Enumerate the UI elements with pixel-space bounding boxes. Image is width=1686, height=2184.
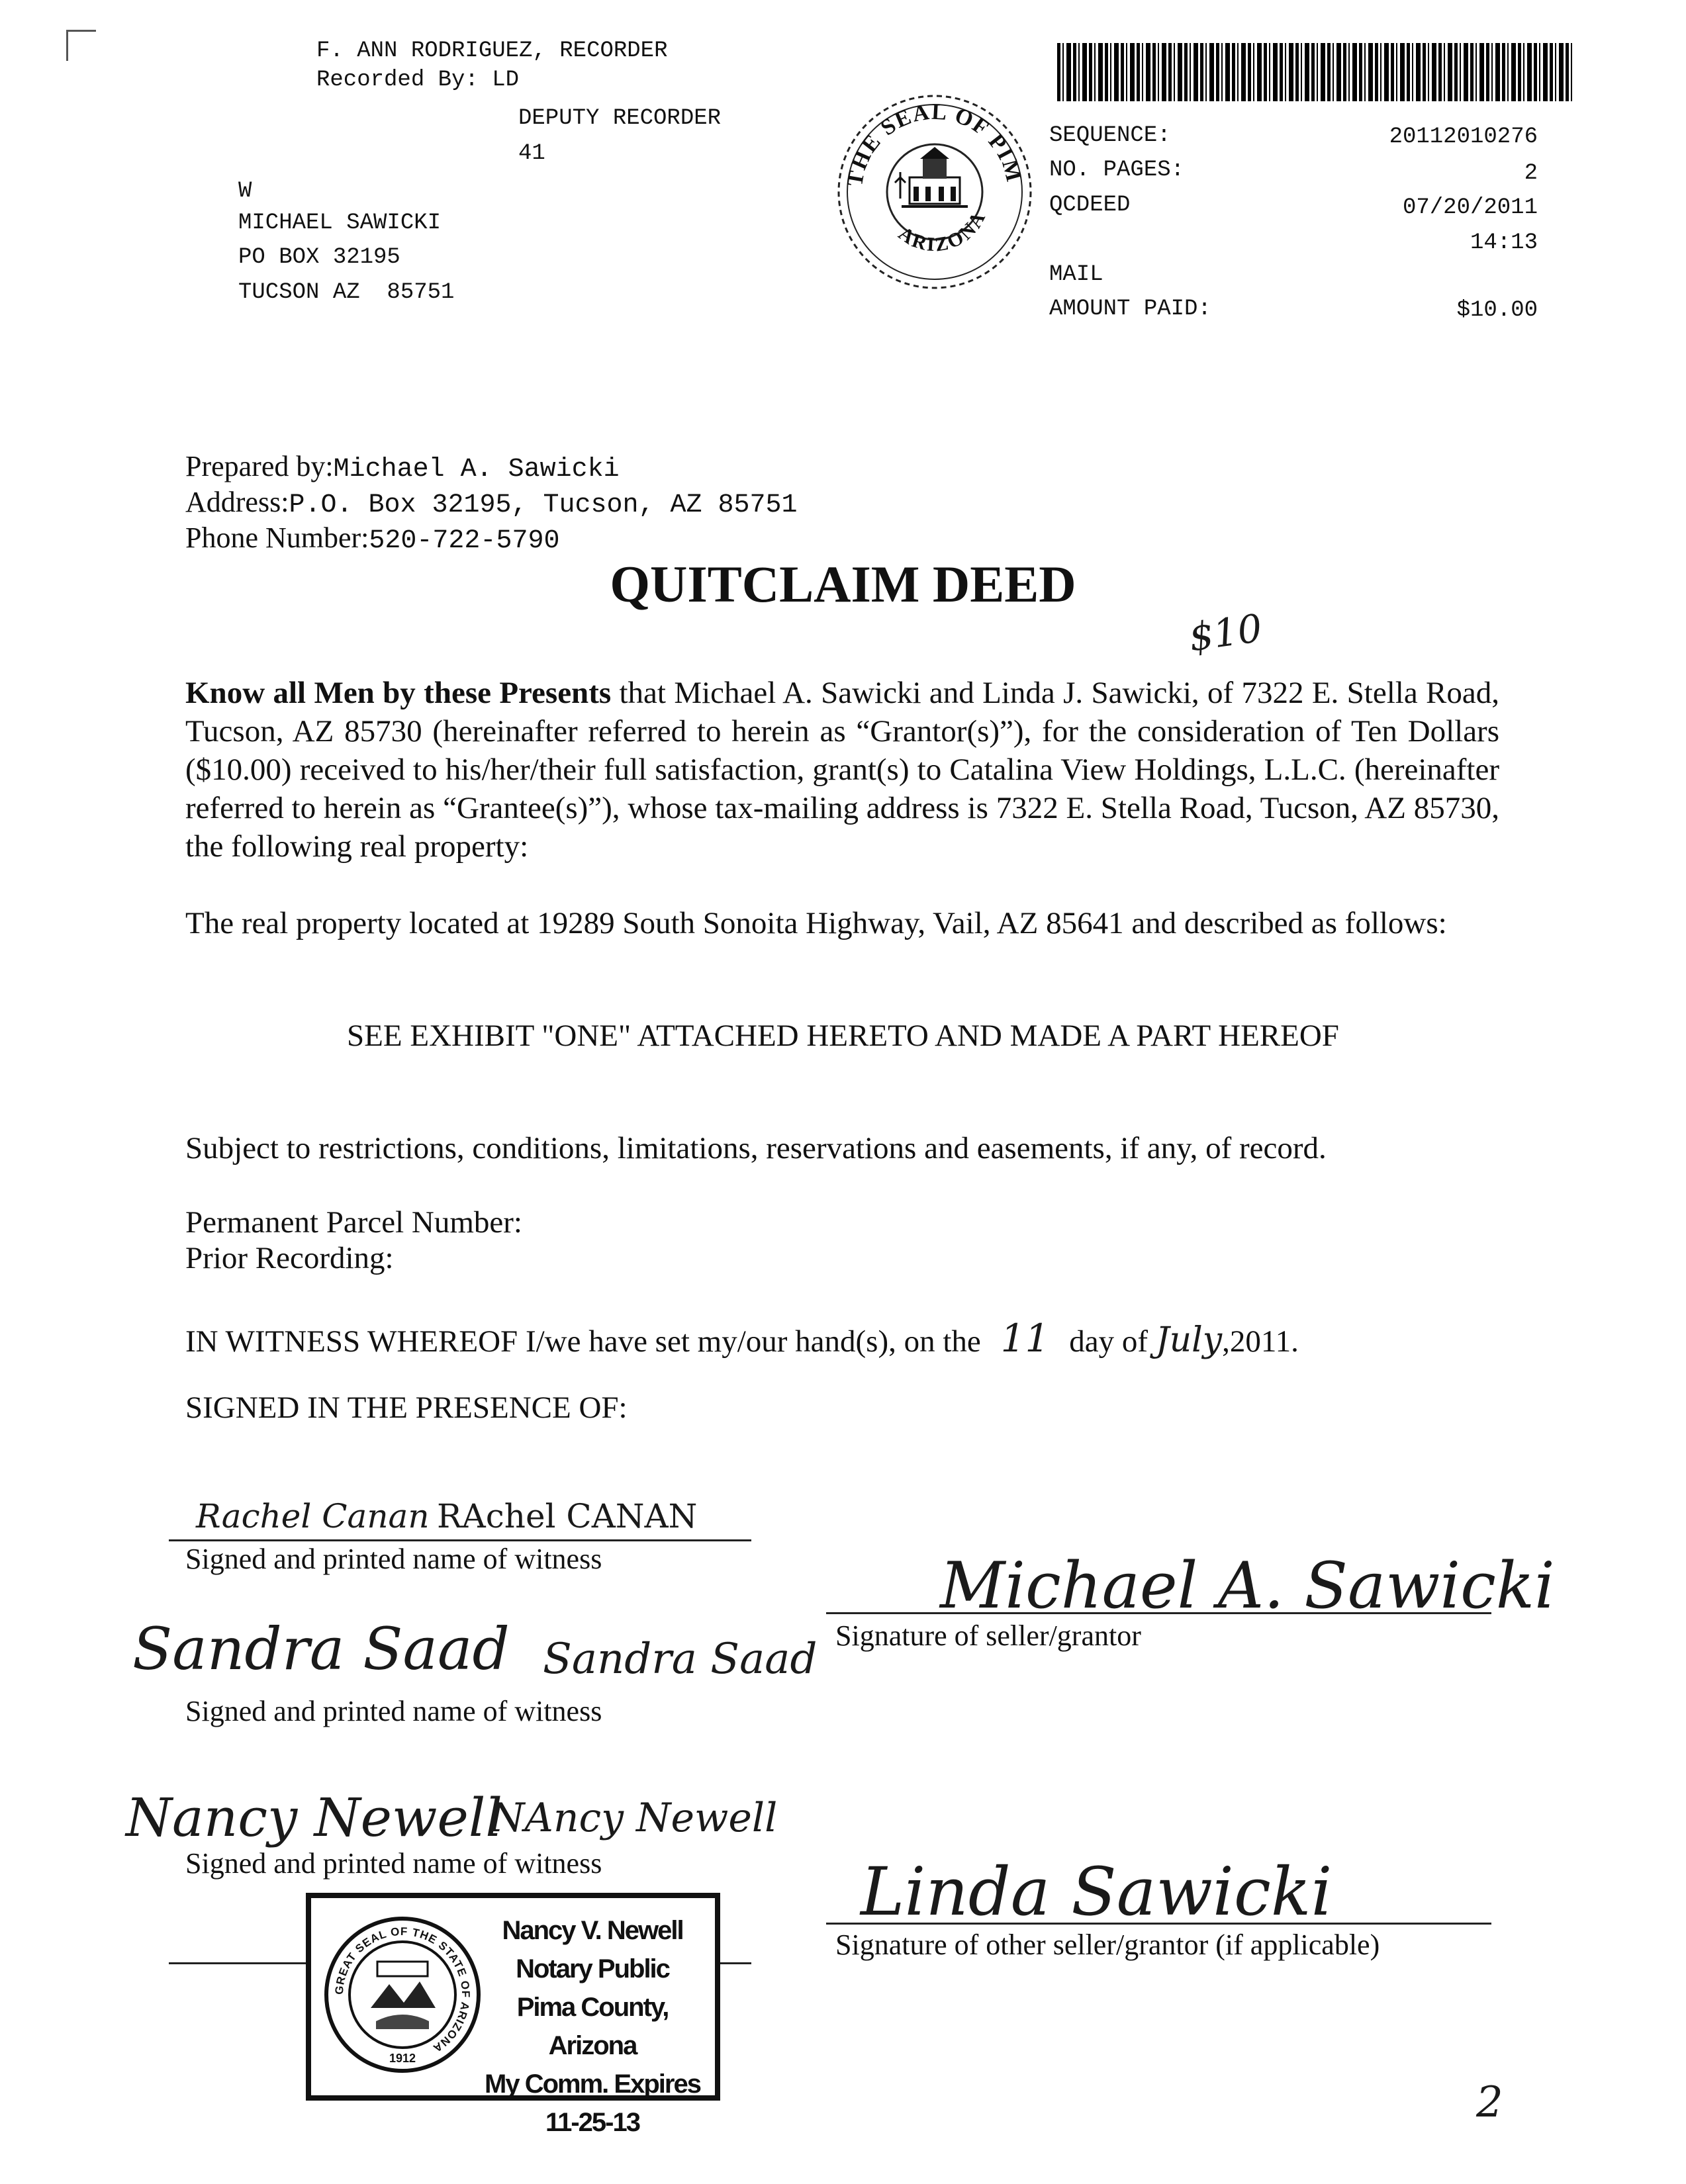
other-seller-line [826, 1923, 1491, 1925]
county-seal-graphic [835, 93, 1034, 291]
seller-line [826, 1612, 1491, 1614]
state-seal-text: GREAT SEAL OF THE STATE OF ARIZONA [332, 1925, 473, 2055]
notary-text [477, 1911, 708, 2142]
witness2-printed: Sandra Saad [543, 1635, 818, 1684]
intro-bold: Know all Men by these Presents [185, 676, 612, 710]
return-w: W [238, 179, 252, 204]
phone-label: Phone Number: [185, 522, 369, 554]
witness-year: ,2011. [1222, 1324, 1299, 1359]
signed-presence: SIGNED IN THE PRESENCE OF: [185, 1390, 628, 1425]
witness3-printed: NAncy Newell [490, 1795, 778, 1841]
intro-paragraph [185, 674, 1499, 866]
return-city: TUCSON AZ 85751 [238, 280, 455, 305]
witness1-printed: RAchel CANAN [437, 1497, 698, 1535]
parcel-number: Permanent Parcel Number: [185, 1205, 522, 1240]
intro-text: that Michael A. Sawicki and Linda J. Sawicki, of 7322 E. Stella Road, Tucson, AZ 85730 (hereinafter referred to herein as “Grantor(s)”), for the consideration of Ten Dollars ($10.00) received to his/her/their full satisfaction, grant(s) to Catalina View Holdings, L.L.C. (hereinafter referred to herein as “Grantee(s)”), whose tax-mailing address is 7322 E. Stella Road, Tucson, AZ 85730, the following real property: [185, 676, 1499, 864]
notary-county: Pima County, Arizona [516, 1993, 669, 2060]
seller-signature: Michael A. Sawicki [940, 1549, 1555, 1623]
witness-month: July [1155, 1320, 1223, 1360]
seller-caption: Signature of seller/grantor [835, 1619, 1141, 1652]
prepared-by [185, 449, 620, 488]
witness3-signature: Nancy Newell [126, 1787, 502, 1848]
witness1-line [169, 1539, 751, 1541]
corner-mark [66, 30, 96, 61]
notary-expires: My Comm. Expires 11-25-13 [485, 2070, 700, 2137]
prepared-by-label: Prepared by: [185, 450, 334, 482]
pages-value: 2 [1524, 161, 1538, 186]
address-value: P.O. Box 32195, Tucson, AZ 85751 [289, 490, 798, 520]
other-seller-signature: Linda Sawicki [861, 1853, 1333, 1931]
deputy-recorder: DEPUTY RECORDER [518, 106, 722, 131]
witness1-caption: Signed and printed name of witness [185, 1543, 602, 1575]
recorder-code: 41 [518, 141, 545, 166]
pages-label: NO. PAGES: [1049, 158, 1185, 183]
notary-name: Nancy V. Newell [502, 1916, 683, 1945]
witness2-caption: Signed and printed name of witness [185, 1695, 602, 1727]
svg-text:ARIZONA [894, 206, 990, 255]
other-seller-caption: Signature of other seller/grantor (if applicable) [835, 1929, 1380, 1961]
handwritten-fee: $10 [1186, 605, 1265, 660]
record-time: 14:13 [1470, 230, 1538, 255]
notary-stamp [306, 1893, 720, 2137]
prepared-address [185, 484, 798, 523]
prepared-by-value: Michael A. Sawicki [333, 455, 620, 484]
barcode [1057, 43, 1573, 101]
county-seal [835, 93, 1034, 291]
return-box: PO BOX 32195 [238, 245, 400, 270]
address-label: Address: [185, 486, 289, 518]
page-number-mark: 2 [1476, 2078, 1503, 2127]
state-seal-year: 1912 [389, 2052, 416, 2065]
mail-label: MAIL [1049, 262, 1103, 287]
phone-value: 520-722-5790 [369, 526, 560, 556]
record-date: 07/20/2011 [1402, 195, 1538, 220]
exhibit-line: SEE EXHIBIT "ONE" ATTACHED HERETO AND MADE A PART HEREOF [347, 1019, 1339, 1053]
witness-text-b: day of [1069, 1324, 1148, 1359]
witness1-signature: Rachel Canan [196, 1497, 430, 1535]
property-paragraph: The real property located at 19289 South Sonoita Highway, Vail, AZ 85641 and described as follows: [185, 906, 1447, 940]
amount-value: $10.00 [1456, 298, 1538, 323]
doc-type: QCDEED [1049, 193, 1131, 218]
page-title: QUITCLAIM DEED [610, 555, 1076, 613]
subject-line: Subject to restrictions, conditions, limitations, reservations and easements, if any, of record. [185, 1131, 1327, 1165]
amount-label: AMOUNT PAID: [1049, 296, 1211, 322]
arizona-state-seal [323, 1915, 482, 2074]
witness-whereof [185, 1316, 1299, 1361]
sequence-label: SEQUENCE: [1049, 123, 1171, 148]
sequence-value: 20112010276 [1389, 124, 1538, 150]
seal-bottom-text: ARIZONA [894, 206, 991, 256]
prior-recording: Prior Recording: [185, 1241, 394, 1275]
witness-text-a: IN WITNESS WHEREOF I/we have set my/our hand(s), on the [185, 1324, 981, 1359]
recorded-by: Recorded By: LD [316, 68, 520, 93]
witness-day: 11 [1000, 1316, 1050, 1361]
return-name: MICHAEL SAWICKI [238, 210, 442, 236]
seal-top-text: THE SEAL OF PIM [842, 99, 1027, 189]
witness3-caption: Signed and printed name of witness [185, 1847, 602, 1880]
witness2-signature: Sandra Saad [132, 1615, 510, 1683]
recorder-name: F. ANN RODRIGUEZ, RECORDER [316, 38, 668, 64]
notary-title: Notary Public [516, 1954, 669, 1983]
prepared-phone [185, 520, 559, 559]
